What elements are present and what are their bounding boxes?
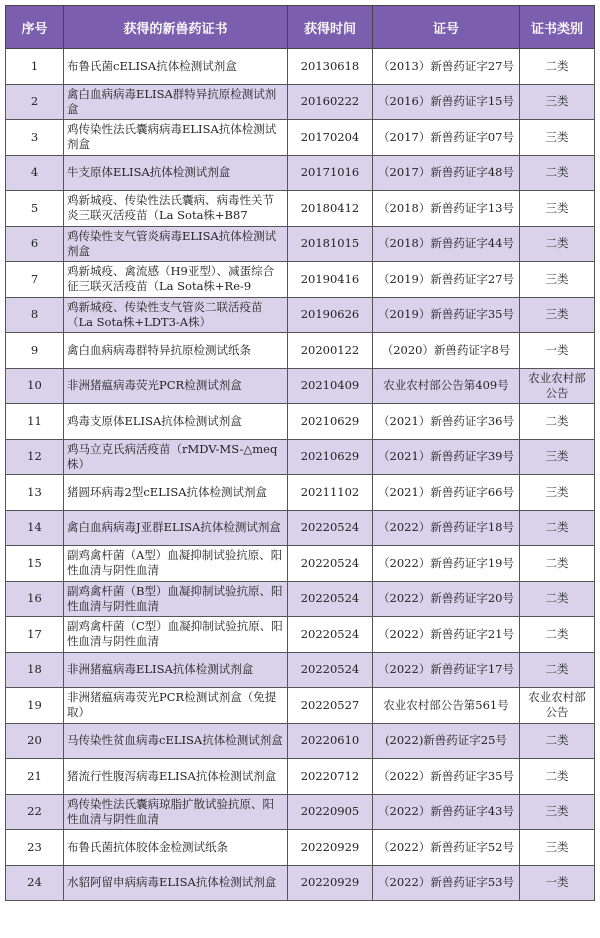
cell-certificate-number: （2021）新兽药证字39号 xyxy=(373,439,520,475)
cell-date: 20130618 xyxy=(288,49,373,85)
cell-certificate-category: 二类 xyxy=(520,226,595,262)
cell-certificate-number: （2022）新兽药证字53号 xyxy=(373,865,520,901)
cell-date: 20170204 xyxy=(288,120,373,156)
table-row xyxy=(6,191,595,227)
cell-date: 20211102 xyxy=(288,475,373,511)
cell-certificate-category: 二类 xyxy=(520,759,595,795)
cell-certificate-category: 三类 xyxy=(520,830,595,866)
cell-index: 4 xyxy=(6,155,64,191)
cell-certificate-category: 二类 xyxy=(520,723,595,759)
cell-certificate-number: （2021）新兽药证字66号 xyxy=(373,475,520,511)
table-row xyxy=(6,120,595,156)
cell-certificate-name: 副鸡禽杆菌（A型）血凝抑制试验抗原、阳性血清与阴性血清 xyxy=(64,546,288,582)
cell-certificate-category: 三类 xyxy=(520,84,595,120)
cell-index: 2 xyxy=(6,84,64,120)
table-row xyxy=(6,830,595,866)
cell-index: 7 xyxy=(6,262,64,298)
cell-certificate-number: (2022)新兽药证字25号 xyxy=(373,723,520,759)
cell-certificate-name: 副鸡禽杆菌（C型）血凝抑制试验抗原、阳性血清与阴性血清 xyxy=(64,617,288,653)
cell-index: 3 xyxy=(6,120,64,156)
cell-certificate-name: 布鲁氏菌抗体胶体金检测试纸条 xyxy=(64,830,288,866)
cell-certificate-name: 非洲猪瘟病毒荧光PCR检测试剂盒 xyxy=(64,368,288,404)
cell-date: 20220905 xyxy=(288,794,373,830)
cell-index: 18 xyxy=(6,652,64,688)
table-row xyxy=(6,155,595,191)
table-row xyxy=(6,297,595,333)
cell-certificate-category: 二类 xyxy=(520,617,595,653)
header-index: 序号 xyxy=(6,6,64,49)
cell-date: 20210629 xyxy=(288,404,373,440)
cell-date: 20210409 xyxy=(288,368,373,404)
cell-certificate-name: 副鸡禽杆菌（B型）血凝抑制试验抗原、阳性血清与阴性血清 xyxy=(64,581,288,617)
cell-certificate-category: 二类 xyxy=(520,581,595,617)
table-row xyxy=(6,759,595,795)
cell-certificate-category: 三类 xyxy=(520,297,595,333)
table-header-row xyxy=(6,6,595,49)
cell-index: 16 xyxy=(6,581,64,617)
cell-certificate-name: 猪流行性腹泻病毒ELISA抗体检测试剂盒 xyxy=(64,759,288,795)
cell-certificate-number: 农业农村部公告第561号 xyxy=(373,688,520,724)
cell-certificate-number: （2022）新兽药证字43号 xyxy=(373,794,520,830)
cell-date: 20220524 xyxy=(288,581,373,617)
table-row xyxy=(6,404,595,440)
cell-date: 20220712 xyxy=(288,759,373,795)
cell-certificate-number: （2021）新兽药证字36号 xyxy=(373,404,520,440)
cell-certificate-category: 一类 xyxy=(520,333,595,369)
cell-certificate-name: 禽白血病病毒ELISA群特异抗原检测试剂盒 xyxy=(64,84,288,120)
cell-certificate-name: 禽白血病病毒J亚群ELISA抗体检测试剂盒 xyxy=(64,510,288,546)
cell-certificate-number: （2022）新兽药证字21号 xyxy=(373,617,520,653)
table-row xyxy=(6,49,595,85)
table-row xyxy=(6,84,595,120)
cell-index: 13 xyxy=(6,475,64,511)
cell-certificate-category: 二类 xyxy=(520,510,595,546)
cell-date: 20220929 xyxy=(288,830,373,866)
cell-certificate-number: （2019）新兽药证字35号 xyxy=(373,297,520,333)
cell-certificate-number: （2013）新兽药证字27号 xyxy=(373,49,520,85)
cell-certificate-number: 农业农村部公告第409号 xyxy=(373,368,520,404)
cell-date: 20200122 xyxy=(288,333,373,369)
cell-date: 20220524 xyxy=(288,546,373,582)
cell-index: 19 xyxy=(6,688,64,724)
cell-date: 20171016 xyxy=(288,155,373,191)
cell-index: 11 xyxy=(6,404,64,440)
table-row xyxy=(6,226,595,262)
cell-date: 20190626 xyxy=(288,297,373,333)
header-date: 获得时间 xyxy=(288,6,373,49)
cell-date: 20180412 xyxy=(288,191,373,227)
cell-certificate-category: 二类 xyxy=(520,546,595,582)
cell-certificate-category: 三类 xyxy=(520,262,595,298)
cell-index: 21 xyxy=(6,759,64,795)
cell-index: 9 xyxy=(6,333,64,369)
header-certificate-number: 证号 xyxy=(373,6,520,49)
table-row xyxy=(6,546,595,582)
cell-index: 6 xyxy=(6,226,64,262)
cell-date: 20220524 xyxy=(288,652,373,688)
table-row xyxy=(6,475,595,511)
cell-certificate-number: （2020）新兽药证字8号 xyxy=(373,333,520,369)
table-row xyxy=(6,617,595,653)
cell-index: 14 xyxy=(6,510,64,546)
cell-date: 20220524 xyxy=(288,510,373,546)
cell-certificate-number: （2017）新兽药证字48号 xyxy=(373,155,520,191)
cell-certificate-name: 鸡传染性支气管炎病毒ELISA抗体检测试剂盒 xyxy=(64,226,288,262)
table-row xyxy=(6,581,595,617)
cell-certificate-number: （2017）新兽药证字07号 xyxy=(373,120,520,156)
cell-certificate-name: 马传染性贫血病毒cELISA抗体检测试剂盒 xyxy=(64,723,288,759)
cell-date: 20160222 xyxy=(288,84,373,120)
cell-certificate-category: 三类 xyxy=(520,120,595,156)
cell-certificate-category: 二类 xyxy=(520,404,595,440)
cell-date: 20190416 xyxy=(288,262,373,298)
cell-certificate-name: 水貂阿留申病病毒ELISA抗体检测试剂盒 xyxy=(64,865,288,901)
table-row xyxy=(6,794,595,830)
cell-certificate-name: 鸡新城疫、禽流感（H9亚型）、减蛋综合征三联灭活疫苗（La Sota株+Re-9 xyxy=(64,262,288,298)
cell-certificate-number: （2016）新兽药证字15号 xyxy=(373,84,520,120)
cell-certificate-name: 鸡新城疫、传染性法氏囊病、病毒性关节炎三联灭活疫苗（La Sota株+B87 xyxy=(64,191,288,227)
cell-certificate-category: 三类 xyxy=(520,191,595,227)
cell-certificate-category: 三类 xyxy=(520,794,595,830)
cell-certificate-name: 鸡新城疫、传染性支气管炎二联活疫苗（La Sota株+LDT3-A株） xyxy=(64,297,288,333)
table-row xyxy=(6,262,595,298)
cell-certificate-number: （2019）新兽药证字27号 xyxy=(373,262,520,298)
header-certificate-name: 获得的新兽药证书 xyxy=(64,6,288,49)
cell-index: 23 xyxy=(6,830,64,866)
cell-certificate-name: 鸡毒支原体ELISA抗体检测试剂盒 xyxy=(64,404,288,440)
cell-certificate-number: （2018）新兽药证字44号 xyxy=(373,226,520,262)
cell-date: 20220524 xyxy=(288,617,373,653)
table-row xyxy=(6,333,595,369)
cell-certificate-name: 非洲猪瘟病毒荧光PCR检测试剂盒（免提取） xyxy=(64,688,288,724)
cell-index: 1 xyxy=(6,49,64,85)
cell-certificate-number: （2022）新兽药证字17号 xyxy=(373,652,520,688)
table-row xyxy=(6,439,595,475)
cell-certificate-name: 鸡马立克氏病活疫苗（rMDV-MS-△meq株） xyxy=(64,439,288,475)
certificate-table xyxy=(5,5,595,901)
cell-certificate-number: （2018）新兽药证字13号 xyxy=(373,191,520,227)
table-body xyxy=(6,49,595,901)
cell-certificate-name: 鸡传染性法氏囊病琼脂扩散试验抗原、阳性血清与阴性血清 xyxy=(64,794,288,830)
cell-certificate-number: （2022）新兽药证字19号 xyxy=(373,546,520,582)
table-row xyxy=(6,510,595,546)
cell-index: 5 xyxy=(6,191,64,227)
cell-index: 24 xyxy=(6,865,64,901)
cell-certificate-category: 农业农村部公告 xyxy=(520,368,595,404)
cell-date: 20210629 xyxy=(288,439,373,475)
table-row xyxy=(6,865,595,901)
cell-certificate-name: 猪圆环病毒2型cELISA抗体检测试剂盒 xyxy=(64,475,288,511)
header-certificate-category: 证书类别 xyxy=(520,6,595,49)
cell-certificate-category: 二类 xyxy=(520,652,595,688)
cell-certificate-number: （2022）新兽药证字18号 xyxy=(373,510,520,546)
cell-certificate-number: （2022）新兽药证字52号 xyxy=(373,830,520,866)
cell-certificate-category: 三类 xyxy=(520,439,595,475)
cell-index: 17 xyxy=(6,617,64,653)
cell-certificate-name: 布鲁氏菌cELISA抗体检测试剂盒 xyxy=(64,49,288,85)
cell-date: 20220929 xyxy=(288,865,373,901)
cell-index: 10 xyxy=(6,368,64,404)
cell-certificate-name: 非洲猪瘟病毒ELISA抗体检测试剂盒 xyxy=(64,652,288,688)
table-row xyxy=(6,368,595,404)
cell-certificate-category: 二类 xyxy=(520,49,595,85)
cell-certificate-category: 农业农村部公告 xyxy=(520,688,595,724)
cell-certificate-category: 三类 xyxy=(520,475,595,511)
cell-index: 12 xyxy=(6,439,64,475)
cell-certificate-number: （2022）新兽药证字35号 xyxy=(373,759,520,795)
cell-date: 20181015 xyxy=(288,226,373,262)
cell-index: 20 xyxy=(6,723,64,759)
cell-certificate-name: 牛支原体ELISA抗体检测试剂盒 xyxy=(64,155,288,191)
cell-certificate-number: （2022）新兽药证字20号 xyxy=(373,581,520,617)
table-row xyxy=(6,723,595,759)
cell-certificate-name: 禽白血病病毒群特异抗原检测试纸条 xyxy=(64,333,288,369)
cell-index: 22 xyxy=(6,794,64,830)
cell-date: 20220527 xyxy=(288,688,373,724)
cell-certificate-category: 二类 xyxy=(520,155,595,191)
cell-certificate-name: 鸡传染性法氏囊病病毒ELISA抗体检测试剂盒 xyxy=(64,120,288,156)
table-row xyxy=(6,688,595,724)
cell-index: 8 xyxy=(6,297,64,333)
cell-certificate-category: 一类 xyxy=(520,865,595,901)
cell-date: 20220610 xyxy=(288,723,373,759)
cell-index: 15 xyxy=(6,546,64,582)
table-row xyxy=(6,652,595,688)
